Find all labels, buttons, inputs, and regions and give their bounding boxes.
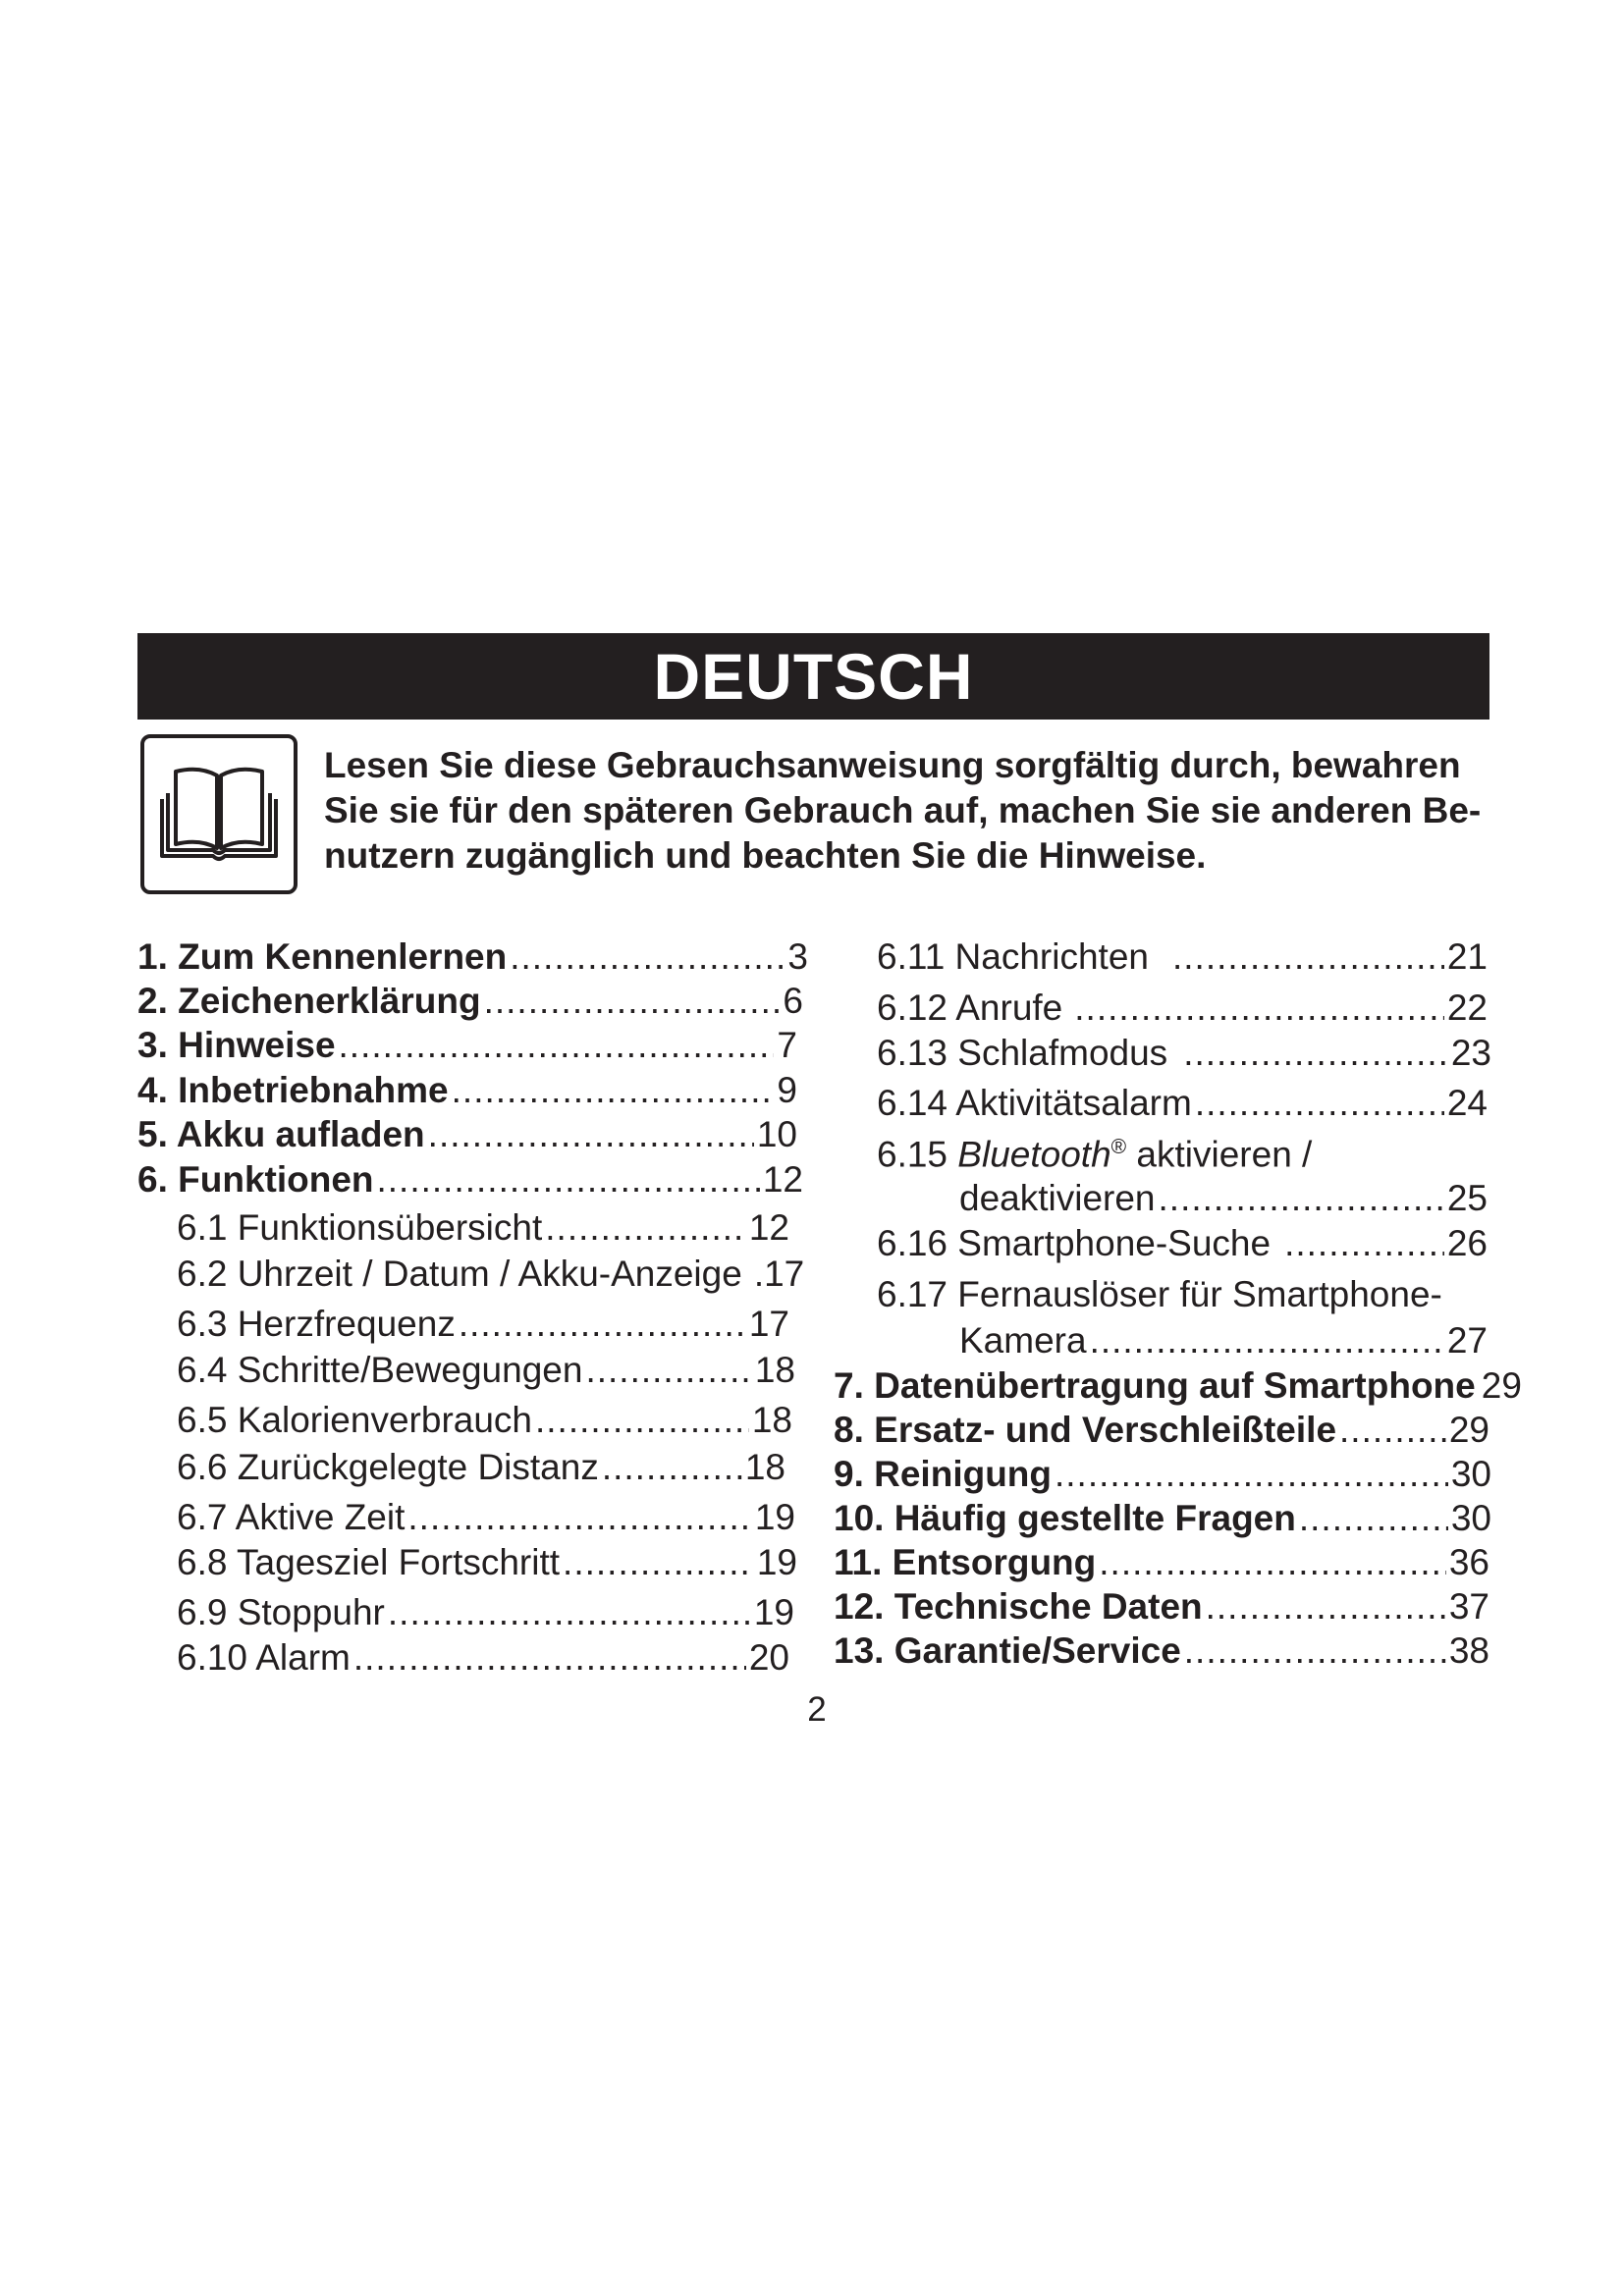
- toc-page: 25: [1446, 1178, 1488, 1218]
- toc-item-6-8[interactable]: [177, 1540, 797, 1585]
- toc-page: 12: [762, 1159, 803, 1200]
- registered-mark: ®: [1110, 1136, 1127, 1158]
- toc-leader: [1090, 1318, 1444, 1363]
- toc-leader: [452, 1068, 775, 1113]
- toc-leader: [510, 934, 785, 980]
- toc-item-3[interactable]: [137, 1023, 797, 1068]
- toc-page: 38: [1448, 1630, 1489, 1671]
- toc-item-6-13[interactable]: [877, 1031, 1491, 1076]
- toc-page: .17: [753, 1254, 805, 1294]
- toc-item-10[interactable]: [834, 1496, 1491, 1541]
- toc-leader: [585, 1348, 751, 1393]
- toc-label: 6.1 Funktionsübersicht: [177, 1207, 543, 1248]
- toc-label: 6.16 Smartphone-Suche: [877, 1223, 1272, 1263]
- toc-page: 21: [1446, 936, 1488, 977]
- toc-page: 18: [754, 1350, 795, 1390]
- toc-leader: [1099, 1540, 1446, 1585]
- toc-item-4[interactable]: [137, 1068, 797, 1113]
- toc-leader: [459, 1302, 746, 1347]
- toc-item-5[interactable]: [137, 1112, 797, 1157]
- toc-label: 9. Reinigung: [834, 1454, 1052, 1494]
- toc-item-6-5[interactable]: [177, 1398, 792, 1443]
- toc-item-6-14[interactable]: [877, 1081, 1488, 1126]
- toc-page: 19: [756, 1542, 797, 1582]
- toc-item-6-15[interactable]: [877, 1125, 1488, 1175]
- toc-label: 6.5 Kalorienverbrauch: [177, 1400, 532, 1440]
- toc-label: 1. Zum Kennenlernen: [137, 936, 508, 977]
- toc-label: 6.3 Herzfrequenz: [177, 1304, 456, 1344]
- toc-item-2[interactable]: [137, 979, 803, 1024]
- page-number: 2: [807, 1690, 827, 1729]
- toc-leader: [388, 1590, 751, 1635]
- open-book-icon-graphic: [144, 738, 294, 890]
- toc-item-6-1[interactable]: [177, 1205, 789, 1251]
- toc-leader: [1183, 1031, 1448, 1076]
- toc-page: 23: [1450, 1033, 1491, 1073]
- toc-label: 12. Technische Daten: [834, 1586, 1203, 1627]
- toc-label: Kamera: [959, 1320, 1087, 1361]
- toc-item-6-17[interactable]: [877, 1272, 1488, 1317]
- toc-page: 19: [754, 1497, 795, 1537]
- toc-leader: [545, 1205, 746, 1251]
- toc-item-1[interactable]: [137, 934, 808, 980]
- toc-leader: [484, 979, 781, 1024]
- intro-line-1: Lesen Sie diese Gebrauchsanweisung sorgfältig durch, bewahren: [324, 745, 1461, 785]
- toc-leader: [353, 1635, 746, 1681]
- toc-label: 6.6 Zurückgelegte Distanz: [177, 1447, 599, 1487]
- toc-leader: [377, 1157, 760, 1202]
- toc-leader: [602, 1445, 742, 1490]
- toc-item-6-17-cont[interactable]: [959, 1318, 1488, 1363]
- toc-page: 30: [1450, 1498, 1491, 1538]
- toc-item-8[interactable]: [834, 1408, 1489, 1453]
- toc-leader: [535, 1398, 749, 1443]
- language-banner: [137, 633, 1489, 720]
- toc-label: 3. Hinweise: [137, 1025, 336, 1065]
- toc-leader: [428, 1112, 754, 1157]
- toc-label: 13. Garantie/Service: [834, 1630, 1181, 1671]
- intro-line-2: Sie sie für den späteren Gebrauch auf, machen Sie sie anderen Be-: [324, 790, 1482, 830]
- toc-label-suffix: aktivieren /: [1126, 1134, 1313, 1175]
- toc-label: 6.4 Schritte/Bewegungen: [177, 1350, 583, 1390]
- toc-leader: [1074, 986, 1444, 1031]
- toc-item-6-2[interactable]: [177, 1252, 805, 1297]
- toc-label: 8. Ersatz- und Verschleißteile: [834, 1410, 1337, 1450]
- toc-page: 20: [748, 1637, 789, 1678]
- toc-page: 10: [756, 1114, 797, 1154]
- toc-item-6-3[interactable]: [177, 1302, 789, 1347]
- toc-page: 26: [1446, 1223, 1488, 1263]
- toc-item-6-12[interactable]: [877, 986, 1488, 1031]
- toc-label: 10. Häufig gestellte Fragen: [834, 1498, 1296, 1538]
- toc-page: 19: [753, 1592, 794, 1632]
- toc-page: 12: [748, 1207, 789, 1248]
- toc-item-9[interactable]: [834, 1452, 1491, 1497]
- toc-label: 6.14 Aktivitätsalarm: [877, 1083, 1192, 1123]
- toc-page: 17: [748, 1304, 789, 1344]
- toc-leader: [1159, 1176, 1444, 1221]
- toc-item-6[interactable]: [137, 1157, 803, 1202]
- toc-label: 11. Entsorgung: [834, 1542, 1097, 1582]
- toc-page: 29: [1481, 1365, 1522, 1406]
- toc-page: 30: [1450, 1454, 1491, 1494]
- toc-label: deaktivieren: [959, 1178, 1156, 1218]
- toc-item-7[interactable]: [834, 1363, 1522, 1409]
- toc-page: 6: [783, 981, 803, 1021]
- toc-page: 37: [1448, 1586, 1489, 1627]
- toc-item-6-15-cont[interactable]: [959, 1176, 1488, 1221]
- toc-leader: [1206, 1584, 1446, 1629]
- toc-leader: [1055, 1452, 1448, 1497]
- toc-item-12[interactable]: [834, 1584, 1489, 1629]
- toc-item-6-4[interactable]: [177, 1348, 795, 1393]
- intro-text: [324, 743, 1502, 879]
- toc-label: [834, 1363, 1476, 1409]
- toc-label: 6.11 Nachrichten: [877, 936, 1149, 977]
- toc-label: 6.7 Aktive Zeit: [177, 1497, 406, 1537]
- toc-page: 29: [1448, 1410, 1489, 1450]
- toc-page: 22: [1446, 988, 1488, 1028]
- toc-page: 18: [744, 1447, 785, 1487]
- toc-leader: [1195, 1081, 1444, 1126]
- toc-label: 2. Zeichenerklärung: [137, 981, 481, 1021]
- toc-label-prefix: 7.: [834, 1365, 875, 1406]
- toc-item-6-6[interactable]: [177, 1445, 785, 1490]
- toc-label: 5. Akku aufladen: [137, 1114, 425, 1154]
- toc-leader: [1339, 1408, 1446, 1453]
- toc-leader: [339, 1023, 775, 1068]
- toc-leader: [1184, 1629, 1446, 1674]
- toc-label: 6.17 Fernauslöser für Smartphone-: [877, 1274, 1442, 1314]
- toc-label: 6.2 Uhrzeit / Datum / Akku-Anzeige: [177, 1254, 742, 1294]
- toc-leader: [1284, 1221, 1444, 1266]
- toc-item-6-11[interactable]: [877, 934, 1488, 980]
- intro-line-3: nutzern zugänglich und beachten Sie die Hinweise.: [324, 835, 1207, 876]
- toc-page: 18: [751, 1400, 792, 1440]
- toc-page: 27: [1446, 1320, 1488, 1361]
- toc-label-bluetooth: Bluetooth: [957, 1134, 1111, 1175]
- toc-label: 6.8 Tagesziel Fortschritt: [177, 1542, 561, 1582]
- toc-label: [877, 1125, 1312, 1177]
- toc-label-prefix: 6.15: [877, 1134, 958, 1175]
- toc-leader: [1299, 1496, 1448, 1541]
- toc-page: 36: [1448, 1542, 1489, 1582]
- toc-label: 6.12 Anrufe: [877, 988, 1063, 1028]
- toc-label: 4. Inbetriebnahme: [137, 1070, 449, 1110]
- toc-leader: [563, 1540, 754, 1585]
- toc-item-13[interactable]: [834, 1629, 1489, 1674]
- toc-leader: [1172, 934, 1444, 980]
- toc-label: 6.9 Stoppuhr: [177, 1592, 385, 1632]
- toc-label: 6. Funktionen: [137, 1159, 374, 1200]
- toc-item-6-7[interactable]: [177, 1495, 795, 1540]
- toc-page: 7: [777, 1025, 797, 1065]
- toc-page: 9: [777, 1070, 797, 1110]
- toc-item-6-16[interactable]: [877, 1221, 1488, 1266]
- language-title: DEUTSCH: [653, 640, 974, 713]
- toc-label: 6.13 Schlafmodus: [877, 1033, 1168, 1073]
- toc-page: 3: [787, 936, 808, 977]
- toc-page: 24: [1446, 1083, 1488, 1123]
- toc-label: 6.10 Alarm: [177, 1637, 351, 1678]
- toc-item-6-10[interactable]: [177, 1635, 789, 1681]
- toc-label-text: Datenübertragung auf Smartphone: [874, 1365, 1476, 1406]
- open-book-icon: [140, 734, 298, 894]
- toc-item-6-9[interactable]: [177, 1590, 794, 1635]
- toc-item-11[interactable]: [834, 1540, 1489, 1585]
- toc-leader: [407, 1495, 751, 1540]
